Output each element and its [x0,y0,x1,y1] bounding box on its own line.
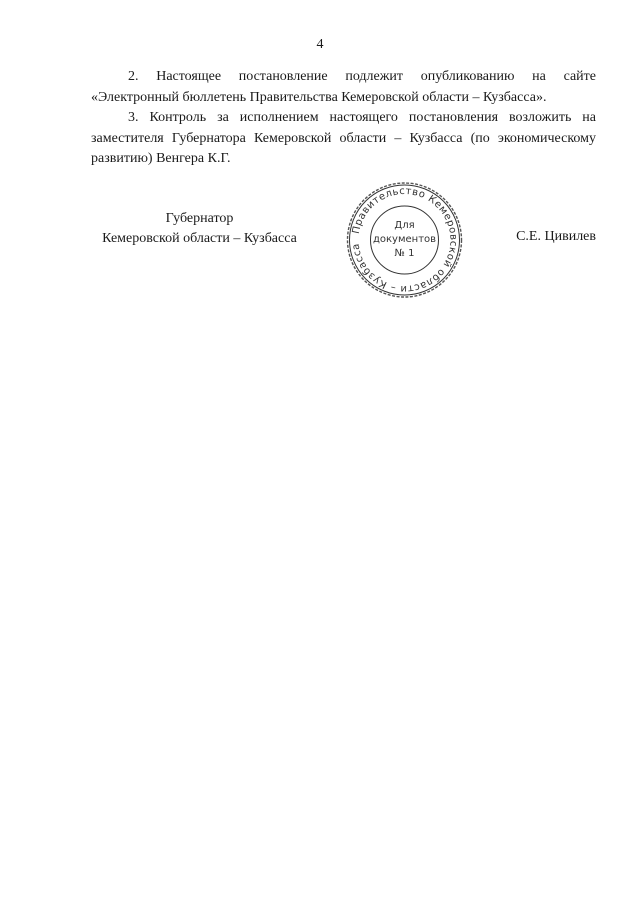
signatory-title-line-1: Губернатор [165,211,234,226]
official-seal [342,181,467,299]
signatory-title [92,209,307,249]
paragraph-3-number: 3. [128,110,139,125]
paragraph-2-number: 2. [128,69,139,84]
seal-center-line-2: документов [372,234,437,245]
seal-center-line-3: № 1 [394,248,415,259]
signatory-title-line-2: Кемеровской области – Кузбасса [102,231,297,246]
paragraph-3-text: Контроль за исполнением настоящего постановления возложить на заместителя Губернатора Кемеровской области – Кузбасса (по экономическому развитию) Венгера К.Г. [91,110,597,166]
page-number: 4 [316,37,324,52]
seal-ring-text: Правительство Кемеровской области – Кузбасса [350,185,459,295]
paragraph-2 [91,67,596,108]
paragraph-3 [91,108,596,170]
signatory-name: С.Е. Цивилев [516,229,596,244]
paragraph-2-text: Настоящее постановление подлежит опубликованию на сайте «Электронный бюллетень Правительства Кемеровской области – Кузбасса». [91,69,596,105]
seal-center-line-1: Для [394,220,415,231]
